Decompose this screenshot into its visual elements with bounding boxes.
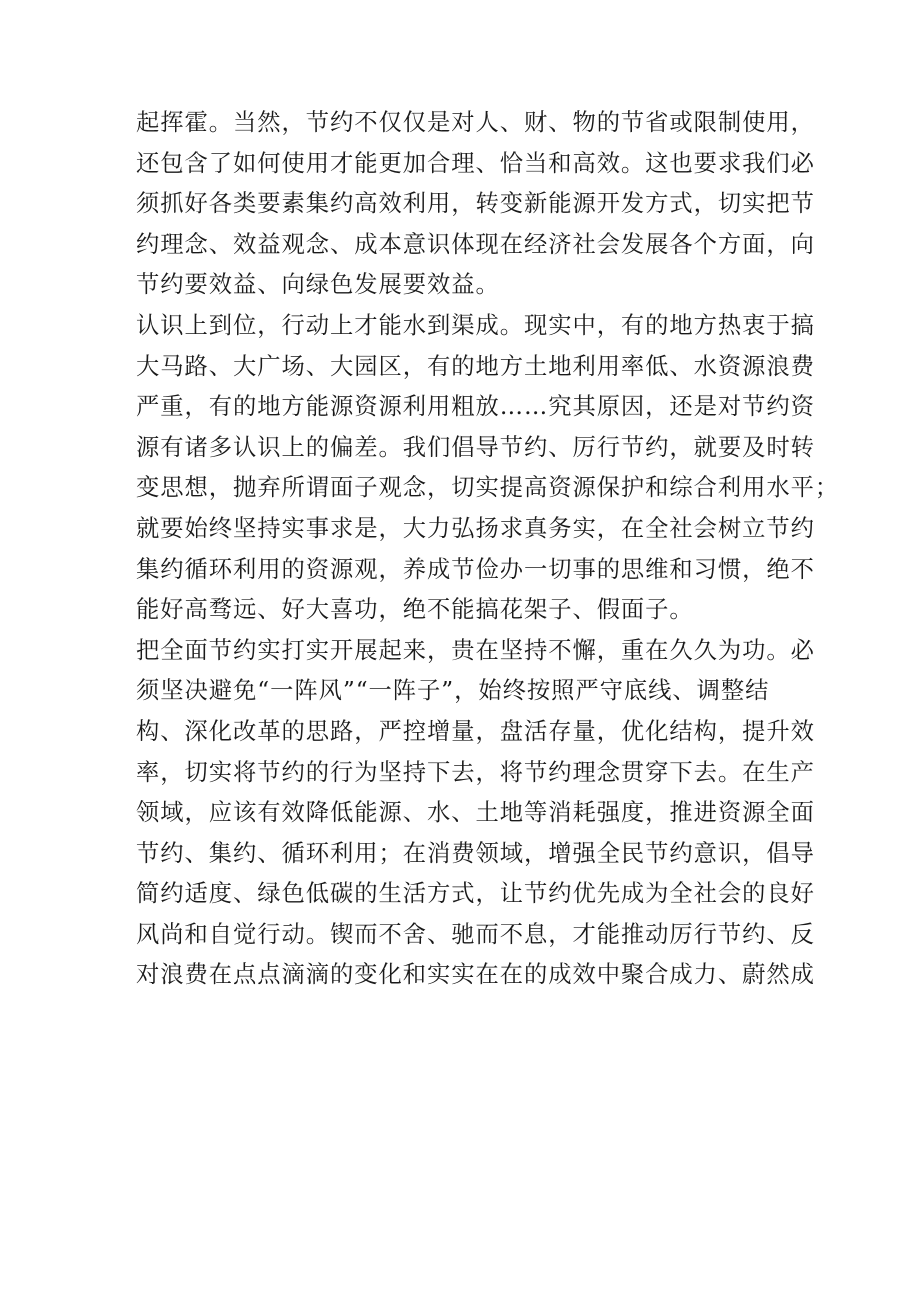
text-line: 约理念、效益观念、成本意识体现在经济社会发展各个方面，向: [136, 230, 815, 258]
text-line: 起挥霍。当然，节约不仅仅是对人、财、物的节省或限制使用，: [136, 109, 815, 136]
text-line: 构、深化改革的思路，严控增量，盘活存量，优化结构，提升效: [136, 717, 815, 745]
text-line: 源有诸多认识上的偏差。我们倡导节约、厉行节约，就要及时转: [136, 433, 815, 461]
text-line: 认识上到位，行动上才能水到渠成。现实中，有的地方热衷于搞: [136, 311, 815, 339]
document-body: [136, 103, 840, 996]
text-line: 节约、集约、循环利用；在消费领域，增强全民节约意识，倡导: [136, 839, 815, 867]
text-line: 领域，应该有效降低能源、水、土地等消耗强度，推进资源全面: [136, 799, 815, 827]
text-line: 须抓好各类要素集约高效利用，转变新能源开发方式，切实把节: [136, 190, 815, 218]
text-line: 节约要效益、向绿色发展要效益。: [136, 271, 500, 299]
text-line: 把全面节约实打实开展起来，贵在坚持不懈，重在久久为功。必: [136, 636, 815, 664]
text-line: 就要始终坚持实事求是，大力弘扬求真务实，在全社会树立节约: [136, 514, 815, 542]
paragraph-3: [136, 631, 815, 996]
text-line: 大马路、大广场、大园区，有的地方土地利用率低、水资源浪费: [136, 352, 815, 380]
text-line: 简约适度、绿色低碳的生活方式，让节约优先成为全社会的良好: [136, 880, 815, 908]
paragraph-2: [136, 306, 840, 631]
text-line: 还包含了如何使用才能更加合理、恰当和高效。这也要求我们必: [136, 149, 815, 177]
text-line: 变思想，抛弃所谓面子观念，切实提高资源保护和综合利用水平；: [136, 474, 840, 502]
text-line: 集约循环利用的资源观，养成节俭办一切事的思维和习惯，绝不: [136, 555, 815, 583]
text-line: 风尚和自觉行动。锲而不舍、驰而不息，才能推动厉行节约、反: [136, 920, 815, 948]
text-line: 严重，有的地方能源资源利用粗放……究其原因，还是对节约资: [136, 393, 815, 421]
paragraph-1: [136, 103, 815, 306]
text-line: 能好高骛远、好大喜功，绝不能搞花架子、假面子。: [136, 596, 694, 624]
text-line: 率，切实将节约的行为坚持下去，将节约理念贯穿下去。在生产: [136, 758, 815, 786]
text-line: 对浪费在点点滴滴的变化和实实在在的成效中聚合成力、蔚然成: [136, 961, 815, 989]
text-line: 须坚决避免“一阵风”“一阵子”，始终按照严守底线、调整结: [136, 677, 770, 705]
